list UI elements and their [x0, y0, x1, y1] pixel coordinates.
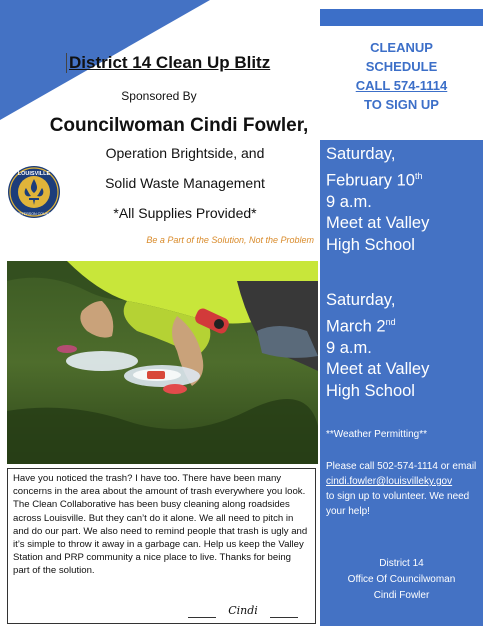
event-day: Saturday,	[326, 145, 396, 163]
signup-phone-link[interactable]: CALL 574-1114	[355, 78, 448, 93]
signature-rule-left	[188, 617, 216, 618]
office-signature	[320, 556, 483, 604]
sponsor-org-1: Operation Brightside, and	[105, 145, 265, 161]
slogan: Be a Part of the Solution, Not the Problem	[146, 235, 314, 245]
office-line-1: District 14	[379, 558, 424, 569]
sponsored-by-label: Sponsored By	[121, 89, 197, 103]
seal-text-bottom: JEFFERSON COUNTY	[15, 212, 53, 216]
contact-info	[326, 459, 481, 519]
call-text: Please call 502-574-1114 or email	[326, 461, 477, 472]
sponsor-org-2: Solid Waste Management	[105, 175, 265, 191]
supplies-note: *All Supplies Provided*	[113, 205, 257, 221]
event-time: 9 a.m.	[326, 192, 372, 211]
event-time: 9 a.m.	[326, 338, 372, 357]
schedule-heading-2: SCHEDULE	[365, 59, 438, 74]
event-1	[326, 144, 481, 256]
event-date: February 10th	[326, 170, 423, 189]
office-line-3: Cindi Fowler	[373, 590, 430, 601]
cleanup-photo	[7, 261, 318, 464]
schedule-heading-1: CLEANUP	[370, 40, 433, 55]
weather-note: **Weather Permitting**	[326, 429, 427, 440]
top-blue-bar	[320, 9, 483, 26]
letter-body: Have you noticed the trash? I have too. There have been many concerns in the area about the amount of trash everywhere you look. The Clean Collaborative has been busy cleaning along roadsides across Louisville. But they can’t do it alone. We all need to pitch in and do our part. We also need to remind people that trash is ugly and it’s simple to throw it away in a garbage can. Help us keep the Valley Station and PRP community a nice place to live. Thanks for being part of the solution.	[13, 473, 308, 577]
seal-text-top: LOUISVILLE	[17, 171, 51, 177]
schedule-heading-3: TO SIGN UP	[364, 97, 439, 112]
letter-signature: Cindi	[228, 604, 258, 617]
event-date-suffix: th	[414, 170, 423, 181]
email-link[interactable]: cindi.fowler@louisvilleky.gov	[326, 476, 453, 487]
event-place-1: Meet at Valley	[326, 360, 430, 378]
event-place-2: High School	[326, 235, 415, 254]
letter-box	[7, 468, 316, 624]
event-place-1: Meet at Valley	[326, 214, 430, 232]
schedule-heading	[320, 38, 483, 114]
flyer-title: District 14 Clean Up Blitz	[66, 53, 270, 73]
volunteer-text: to sign up to volunteer. We need your help!	[326, 491, 470, 517]
office-line-2: Office Of Councilwoman	[347, 574, 456, 585]
louisville-seal-icon	[7, 165, 61, 219]
councilwoman-name: Councilwoman Cindi Fowler,	[49, 115, 309, 136]
event-date-suffix: nd	[385, 316, 396, 327]
event-2	[326, 290, 481, 402]
event-place-2: High School	[326, 381, 415, 400]
schedule-panel	[320, 140, 483, 626]
event-date: March 2nd	[326, 316, 396, 335]
signature-rule-right	[270, 617, 298, 618]
event-day: Saturday,	[326, 291, 396, 309]
